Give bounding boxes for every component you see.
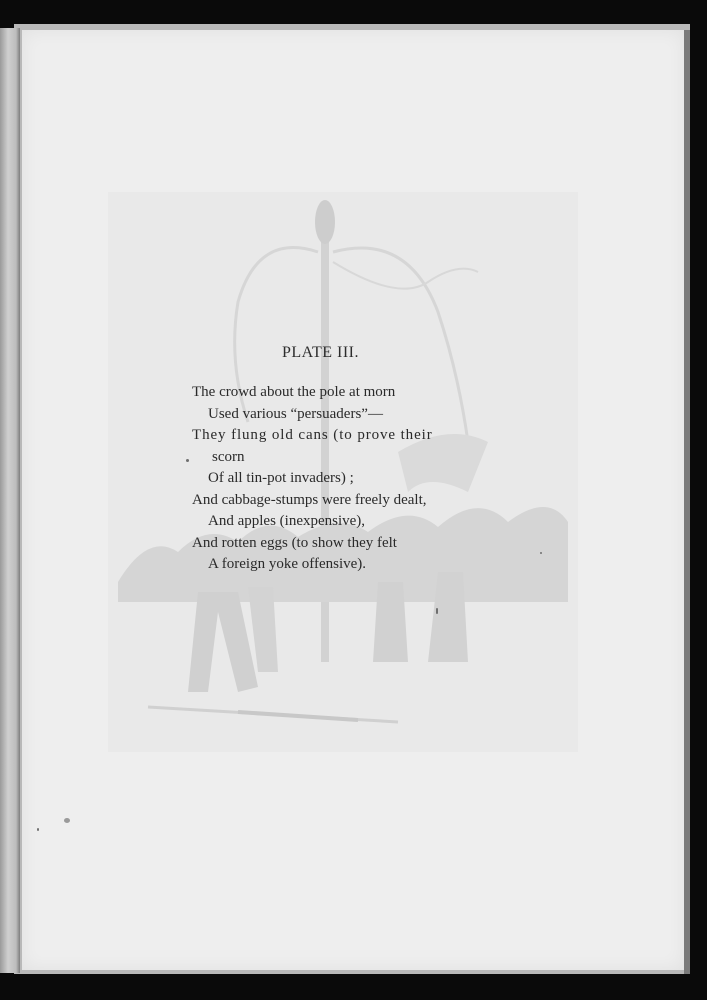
poem-line: The crowd about the pole at morn — [192, 384, 396, 400]
paper-speck — [540, 552, 542, 554]
paper-speck — [436, 608, 438, 614]
poem-line: Used various “persuaders”— — [208, 405, 383, 422]
paper-speck — [64, 818, 70, 823]
poem-line: And cabbage-stumps were freely dealt, — [192, 491, 427, 508]
plate-title: PLATE III. — [282, 344, 359, 361]
poem-line: Of all tin-pot invaders) ; — [208, 470, 354, 486]
poem-line: And rotten eggs (to show they felt — [192, 534, 397, 551]
poem-line: scorn — [212, 448, 245, 465]
paper-speck — [186, 459, 189, 462]
poem-line: They flung old cans (to prove their — [192, 427, 433, 443]
poem-stanza — [192, 382, 492, 576]
poem-line: And apples (inexpensive), — [208, 513, 366, 529]
left-page-edge — [0, 28, 20, 973]
right-page-edge — [684, 30, 690, 974]
poem-line: A foreign yoke offensive). — [208, 556, 367, 572]
paper-speck — [37, 828, 39, 831]
